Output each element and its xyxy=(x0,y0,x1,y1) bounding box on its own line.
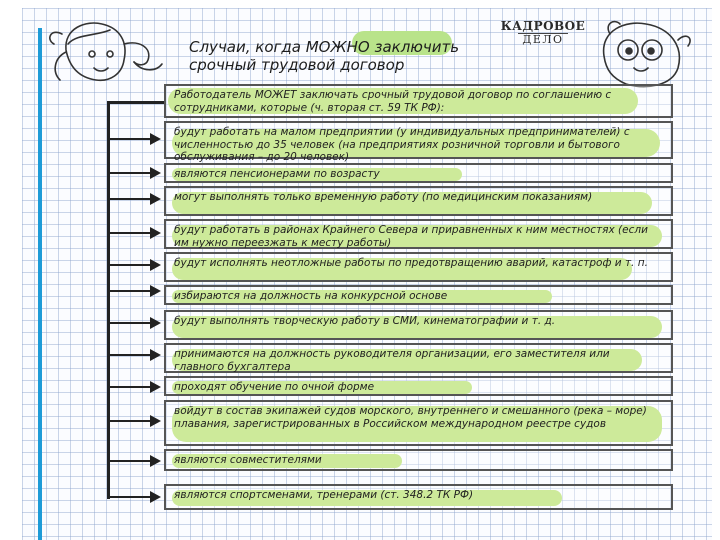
list-item-text: являются спортсменами, тренерами (ст. 348.2 ТК РФ) xyxy=(174,489,474,501)
list-item xyxy=(164,484,673,510)
list-item xyxy=(164,449,673,471)
arrow-5 xyxy=(108,264,158,266)
arrow-8 xyxy=(108,354,158,356)
arrow-12 xyxy=(108,496,158,498)
list-item-text: являются совместителями xyxy=(174,454,322,466)
list-item-text: могут выполнять только временную работу (по медицинским показаниям) xyxy=(174,191,593,203)
page-title xyxy=(189,38,629,74)
list-item-text: принимаются на должность руководителя организации, его заместителя или главного бухгалтера xyxy=(174,348,610,373)
arrow-7 xyxy=(108,322,158,324)
logo-line-2: ДЕЛО xyxy=(518,33,568,46)
arrow-1 xyxy=(108,138,158,140)
intro-box xyxy=(164,84,673,118)
list-item-text: будут выполнять творческую работу в СМИ, кинематографии и т. д. xyxy=(174,315,556,327)
arrow-4 xyxy=(108,232,158,234)
list-item-text: избираются на должность на конкурсной основе xyxy=(174,290,448,302)
flow-spine-line xyxy=(107,101,110,499)
left-margin-bar xyxy=(38,28,42,540)
list-item xyxy=(164,219,673,249)
list-item-text: войдут в состав экипажей судов морского, внутреннего и смешанного (река – море) плавания, зарегистрированных в Российском международном реестре судов xyxy=(174,405,647,430)
list-item xyxy=(164,310,673,340)
list-item xyxy=(164,376,673,396)
title-line-2: срочный трудовой договор xyxy=(189,56,405,74)
intro-text: Работодатель МОЖЕТ заключать срочный трудовой договор по соглашению с сотрудниками, которые (ч. вторая ст. 59 ТК РФ): xyxy=(174,89,612,114)
list-item xyxy=(164,252,673,282)
list-item xyxy=(164,285,673,305)
list-item-text: будут исполнять неотложные работы по предотвращению аварий, катастроф и т. п. xyxy=(174,257,648,269)
list-item xyxy=(164,186,673,216)
notebook-sheet xyxy=(22,8,712,540)
arrow-10 xyxy=(108,420,158,422)
list-item-text: являются пенсионерами по возрасту xyxy=(174,168,380,180)
list-item-text: проходят обучение по очной форме xyxy=(174,381,375,393)
arrow-2 xyxy=(108,172,158,174)
arrow-3 xyxy=(108,198,158,200)
arrow-11 xyxy=(108,460,158,462)
flow-top-connector xyxy=(107,101,164,104)
list-item xyxy=(164,163,673,183)
logo-line-1: КАДРОВОЕ xyxy=(500,19,586,33)
arrow-6 xyxy=(108,290,158,292)
list-item xyxy=(164,343,673,373)
list-item xyxy=(164,121,673,163)
list-item-text: будут работать на малом предприятии (у индивидуальных предпринимателей) с численностью до 35 человек (на предприятиях розничной торговли и бытового обслуживания – до 20 человек) xyxy=(174,126,630,163)
arrow-9 xyxy=(108,386,158,388)
list-item-text: будут работать в районах Крайнего Севера и приравненных к ним местностях (если им нужно переезжать к месту работы) xyxy=(174,224,648,249)
list-item xyxy=(164,400,673,446)
title-line-1: Случаи, когда МОЖНО заключить xyxy=(189,38,460,56)
girl-doodle-icon xyxy=(36,14,176,92)
